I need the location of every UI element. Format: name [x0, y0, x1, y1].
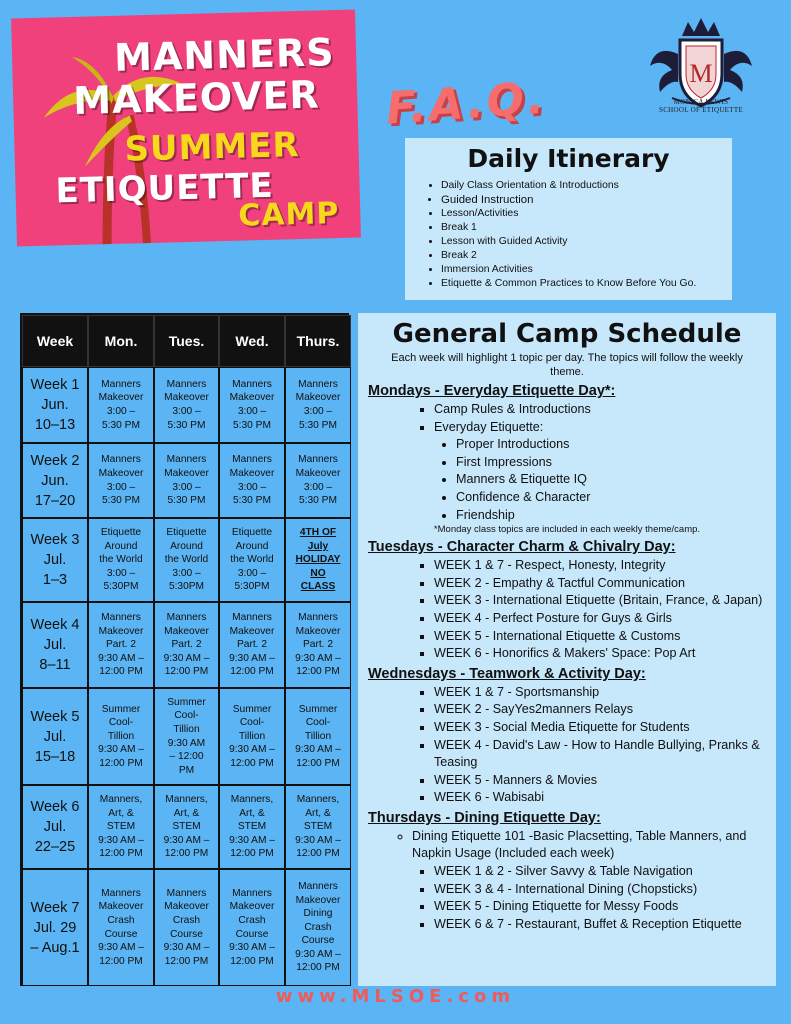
list-item: • Lesson with Guided Activity: [441, 235, 722, 249]
week-cell: Week 5 Jul. 15–18: [22, 688, 88, 785]
day-cell: Manners, Art, & STEM 9:30 AM – 12:00 PM: [219, 785, 285, 869]
day-cell: Etiquette Around the World 3:00 – 5:30PM: [88, 518, 154, 602]
day-cell: Manners Makeover 3:00 – 5:30 PM: [285, 367, 351, 443]
holiday-cell: 4TH OF July HOLIDAY NO CLASS: [285, 518, 351, 602]
list-item: • Etiquette & Common Practices to Know Before You Go.: [441, 277, 722, 291]
list-item: ▪ WEEK 6 - Wabisabi: [434, 789, 766, 807]
day-cell: Manners Makeover 3:00 – 5:30 PM: [88, 443, 154, 518]
list-item: ▪ WEEK 1 & 2 - Silver Savvy & Table Navigation: [434, 863, 766, 881]
day-cell: Manners Makeover Dining Crash Course 9:30 AM – 12:00 PM: [285, 869, 351, 986]
monday-heading: Mondays - Everyday Etiquette Day*:: [368, 383, 616, 399]
list-item: ▪ WEEK 5 - Dining Etiquette for Messy Foods: [434, 898, 766, 916]
logo-sub: SCHOOL OF ETIQUETTE: [659, 106, 743, 114]
week-cell: Week 2 Jun. 17–20: [22, 443, 88, 518]
general-intro: Each week will highlight 1 topic per day. The topics will follow the weekly theme.: [391, 352, 743, 378]
day-cell: Manners Makeover 3:00 – 5:30 PM: [219, 367, 285, 443]
day-cell: Manners Makeover Crash Course 9:30 AM – 12:00 PM: [219, 869, 285, 986]
general-title: General Camp Schedule: [392, 319, 742, 349]
faq-heading: F.A.Q.: [384, 72, 549, 135]
day-cell: Manners Makeover Crash Course 9:30 AM – 12:00 PM: [88, 869, 154, 986]
table-header: Mon.: [88, 315, 154, 367]
list-item: • Friendship: [456, 507, 766, 525]
list-item: • Daily Class Orientation & Introductions: [441, 179, 722, 193]
day-cell: Summer Cool- Tillion 9:30 AM – 12:00 PM: [88, 688, 154, 785]
title-line-2: MAKEOVER: [72, 72, 321, 123]
week-cell: Week 7 Jul. 29 – Aug.1: [22, 869, 88, 986]
thursday-lead-list: [368, 828, 766, 863]
wednesday-list: [368, 684, 766, 807]
week-cell: Week 3 Jul. 1–3: [22, 518, 88, 602]
tuesday-heading: Tuesdays - Character Charm & Chivalry Day:: [368, 539, 676, 556]
thursday-heading: Thursdays - Dining Etiquette Day:: [368, 809, 601, 826]
list-item: ▪ WEEK 4 - Perfect Posture for Guys & Girls: [434, 610, 766, 628]
week-cell: Week 6 Jul. 22–25: [22, 785, 88, 869]
logo-text: [642, 98, 760, 114]
day-cell: Manners Makeover Part. 2 9:30 AM – 12:00 PM: [88, 602, 154, 688]
title-line-5: CAMP: [237, 196, 340, 234]
title-card: [11, 10, 361, 247]
day-cell: Manners Makeover 3:00 – 5:30 PM: [285, 443, 351, 518]
day-cell: Manners, Art, & STEM 9:30 AM – 12:00 PM: [88, 785, 154, 869]
day-cell: Manners Makeover 3:00 – 5:30 PM: [88, 367, 154, 443]
table-header: Thurs.: [285, 315, 351, 367]
list-item: ▪ WEEK 1 & 7 - Respect, Honesty, Integrity: [434, 557, 766, 575]
list-item: ▪ WEEK 5 - International Etiquette & Customs: [434, 628, 766, 646]
day-cell: Etiquette Around the World 3:00 – 5:30PM: [154, 518, 219, 602]
list-item: ▪ WEEK 3 & 4 - International Dining (Chopsticks): [434, 881, 766, 899]
list-item: • Guided Instruction: [441, 193, 722, 207]
day-cell: Summer Cool- Tillion 9:30 AM – 12:00 PM: [219, 688, 285, 785]
day-cell: Manners Makeover 3:00 – 5:30 PM: [154, 367, 219, 443]
list-item: ▪ WEEK 6 - Honorifics & Makers' Space: Pop Art: [434, 645, 766, 663]
list-item: ▪ Camp Rules & Introductions: [434, 401, 766, 419]
weekly-schedule-table: [20, 313, 349, 986]
monday-list: [368, 401, 766, 436]
list-item: • Break 2: [441, 249, 722, 263]
general-camp-schedule-panel: [358, 313, 776, 986]
list-item: ▪ WEEK 2 - Empathy & Tactful Communication: [434, 575, 766, 593]
tuesday-list: [368, 557, 766, 663]
list-item: ▪ WEEK 6 & 7 - Restaurant, Buffet & Reception Etiquette: [434, 916, 766, 934]
day-cell: Manners Makeover 3:00 – 5:30 PM: [219, 443, 285, 518]
day-cell: Manners Makeover Crash Course 9:30 AM – 12:00 PM: [154, 869, 219, 986]
website-link[interactable]: www.MLSOE.com: [275, 986, 516, 1007]
list-item: • Immersion Activities: [441, 263, 722, 277]
list-item: • First Impressions: [456, 454, 766, 472]
list-item: • Confidence & Character: [456, 489, 766, 507]
list-item: ▪ WEEK 3 - Social Media Etiquette for Students: [434, 719, 766, 737]
list-item: ▪ WEEK 5 - Manners & Movies: [434, 772, 766, 790]
day-cell: Manners Makeover 3:00 – 5:30 PM: [154, 443, 219, 518]
day-cell: Manners Makeover Part. 2 9:30 AM – 12:00 PM: [285, 602, 351, 688]
list-item: ▪ WEEK 3 - International Etiquette (Britain, France, & Japan): [434, 592, 766, 610]
logo-name: MONICA LEWIS: [673, 98, 729, 106]
list-item: ▪ Everyday Etiquette:: [434, 419, 766, 437]
table-header: Tues.: [154, 315, 219, 367]
day-cell: Etiquette Around the World 3:00 – 5:30PM: [219, 518, 285, 602]
week-cell: Week 4 Jul. 8–11: [22, 602, 88, 688]
list-item: • Manners & Etiquette IQ: [456, 471, 766, 489]
title-line-3: SUMMER: [124, 125, 301, 170]
week-cell: Week 1 Jun. 10–13: [22, 367, 88, 443]
day-cell: Manners, Art, & STEM 9:30 AM – 12:00 PM: [154, 785, 219, 869]
list-item: • Break 1: [441, 221, 722, 235]
itinerary-list: [415, 179, 722, 291]
list-item: ▪ WEEK 1 & 7 - Sportsmanship: [434, 684, 766, 702]
daily-itinerary-panel: [405, 138, 732, 300]
day-cell: Manners, Art, & STEM 9:30 AM – 12:00 PM: [285, 785, 351, 869]
day-cell: Manners Makeover Part. 2 9:30 AM – 12:00 PM: [154, 602, 219, 688]
day-cell: Summer Cool- Tillion 9:30 AM – 12:00 PM: [154, 688, 219, 785]
monday-sublist: [368, 436, 766, 524]
list-item: ▪ WEEK 4 - David's Law - How to Handle Bullying, Pranks & Teasing: [434, 737, 766, 772]
table-header: Wed.: [219, 315, 285, 367]
list-item: • Lesson/Activities: [441, 207, 722, 221]
list-item: ▪ WEEK 2 - SayYes2manners Relays: [434, 701, 766, 719]
list-item: ◦ Dining Etiquette 101 -Basic Placsetting, Table Manners, and Napkin Usage (Included each week): [412, 828, 766, 863]
list-item: • Proper Introductions: [456, 436, 766, 454]
title-line-4: ETIQUETTE: [55, 165, 275, 212]
day-cell: Manners Makeover Part. 2 9:30 AM – 12:00 PM: [219, 602, 285, 688]
thursday-list: [368, 863, 766, 933]
monday-note: *Monday class topics are included in each weekly theme/camp.: [433, 524, 701, 536]
title-line-1: MANNERS: [113, 30, 336, 80]
crest-letter: M: [689, 59, 713, 88]
table-header: Week: [22, 315, 88, 367]
day-cell: Summer Cool- Tillion 9:30 AM – 12:00 PM: [285, 688, 351, 785]
wednesday-heading: Wednesdays - Teamwork & Activity Day:: [368, 665, 646, 682]
itinerary-title: Daily Itinerary: [467, 144, 670, 173]
